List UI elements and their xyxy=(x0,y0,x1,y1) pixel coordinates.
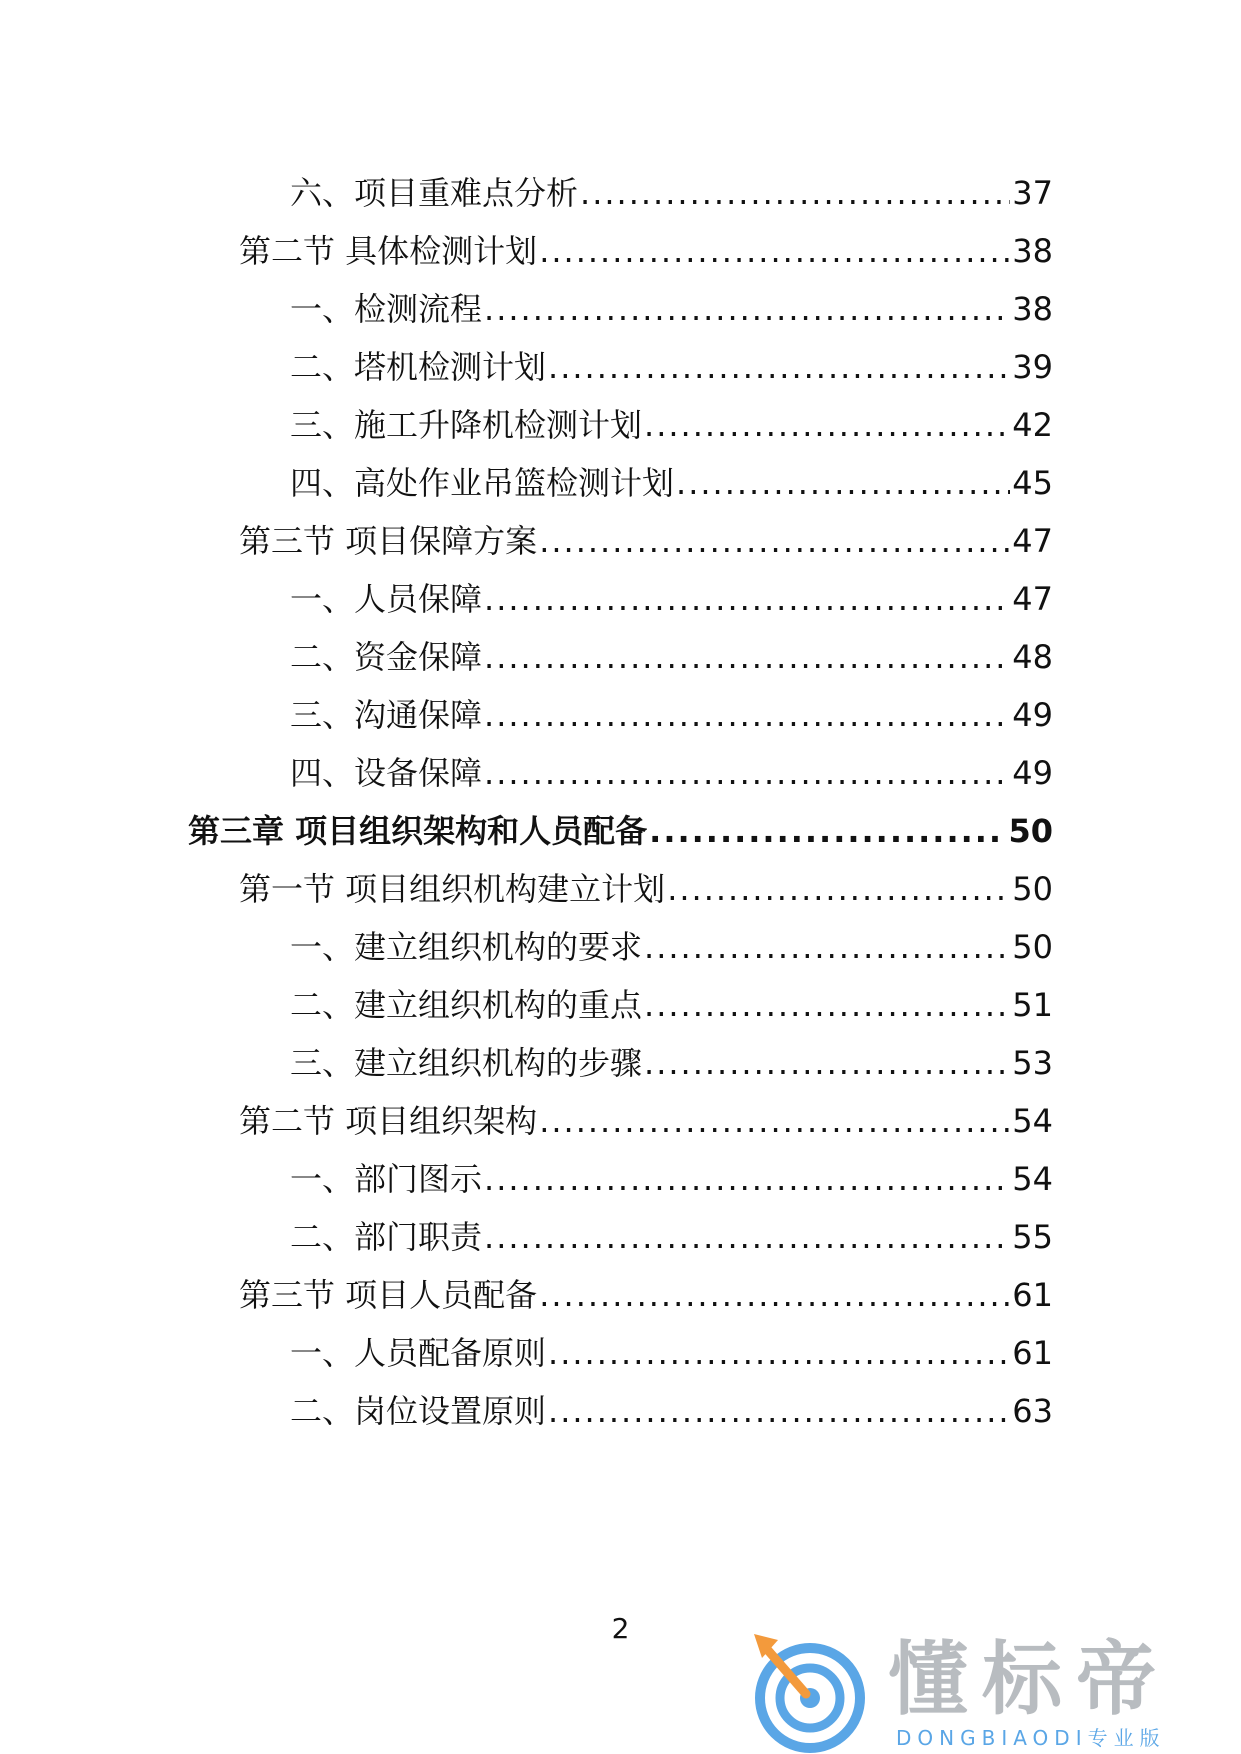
toc-entry-title: 第一节 项目组织机构建立计划 xyxy=(239,870,666,908)
toc-entry-title: 四、高处作业吊篮检测计划 xyxy=(290,464,675,502)
toc-leader-dots xyxy=(644,1043,1010,1083)
toc-entry[interactable] xyxy=(290,1033,1053,1083)
toc-entry[interactable] xyxy=(239,859,1053,909)
toc-leader-dots xyxy=(484,753,1010,793)
toc-entry[interactable] xyxy=(239,511,1053,561)
watermark xyxy=(748,1632,1218,1754)
toc-entry-page: 42 xyxy=(1012,406,1053,444)
toc-leader-dots xyxy=(484,637,1010,677)
toc-entry-page: 54 xyxy=(1012,1160,1053,1198)
toc-entry[interactable] xyxy=(290,1149,1053,1199)
toc-entry-page: 37 xyxy=(1012,174,1053,212)
toc-entry[interactable] xyxy=(290,569,1053,619)
toc-entry-title: 二、岗位设置原则 xyxy=(290,1392,547,1430)
toc-leader-dots xyxy=(548,347,1010,387)
toc-leader-dots xyxy=(548,1391,1010,1431)
toc-entry-title: 第三节 项目保障方案 xyxy=(239,522,538,560)
toc-leader-dots xyxy=(484,1159,1010,1199)
toc-entry-title: 六、项目重难点分析 xyxy=(290,174,579,212)
watermark-brand: 懂标帝 xyxy=(888,1633,1170,1726)
toc-entry-page: 38 xyxy=(1012,290,1053,328)
toc-entry-title: 三、沟通保障 xyxy=(290,696,483,734)
page-number: 2 xyxy=(611,1612,630,1645)
toc-entry[interactable] xyxy=(290,337,1053,387)
toc-entry-page: 54 xyxy=(1012,1102,1053,1140)
watermark-subtitle: DONGBIAODI专业版 xyxy=(896,1726,1166,1750)
toc-entry[interactable] xyxy=(290,1323,1053,1373)
toc-entry[interactable] xyxy=(290,163,1053,213)
toc-entry-title: 三、建立组织机构的步骤 xyxy=(290,1044,643,1082)
toc-leader-dots xyxy=(539,521,1010,561)
toc-entry-title: 一、建立组织机构的要求 xyxy=(290,928,643,966)
toc-leader-dots xyxy=(539,231,1010,271)
toc-entry[interactable] xyxy=(290,685,1053,735)
toc-entry-page: 50 xyxy=(1012,928,1053,966)
toc-entry[interactable] xyxy=(290,743,1053,793)
toc-entry-page: 38 xyxy=(1012,232,1053,270)
toc-leader-dots xyxy=(548,1333,1010,1373)
toc-entry-page: 63 xyxy=(1012,1392,1053,1430)
toc-leader-dots xyxy=(580,173,1010,213)
toc-entry-title: 第二节 项目组织架构 xyxy=(239,1102,538,1140)
toc-leader-dots xyxy=(644,405,1010,445)
toc-entry[interactable] xyxy=(290,1207,1053,1257)
toc-leader-dots xyxy=(539,1101,1010,1141)
toc-leader-dots xyxy=(644,985,1010,1025)
toc-entry-title: 第二节 具体检测计划 xyxy=(239,232,538,270)
toc-entry[interactable] xyxy=(290,279,1053,329)
toc-entry-title: 一、人员保障 xyxy=(290,580,483,618)
toc-entry[interactable] xyxy=(290,627,1053,677)
toc-entry-title: 一、部门图示 xyxy=(290,1160,483,1198)
toc-leader-dots xyxy=(644,927,1010,967)
toc-entry[interactable] xyxy=(290,917,1053,967)
toc-entry-title: 四、设备保障 xyxy=(290,754,483,792)
toc-entry-page: 61 xyxy=(1012,1334,1053,1372)
toc-entry-title: 二、部门职责 xyxy=(290,1218,483,1256)
toc-entry-chapter[interactable] xyxy=(188,801,1053,851)
toc-leader-dots xyxy=(676,463,1010,503)
toc-entry-page: 49 xyxy=(1012,696,1053,734)
toc-entry-page: 39 xyxy=(1012,348,1053,386)
toc-entry-page: 47 xyxy=(1012,522,1053,560)
toc-entry-title: 二、资金保障 xyxy=(290,638,483,676)
toc-entry-title: 二、建立组织机构的重点 xyxy=(290,986,643,1024)
toc-leader-dots xyxy=(484,695,1010,735)
toc-leader-dots xyxy=(484,579,1010,619)
toc-entry-title: 第三节 项目人员配备 xyxy=(239,1276,538,1314)
toc-entry-page: 48 xyxy=(1012,638,1053,676)
toc-entry-page: 55 xyxy=(1012,1218,1053,1256)
toc-leader-dots xyxy=(484,289,1010,329)
toc-entry[interactable] xyxy=(290,1381,1053,1431)
toc-entry[interactable] xyxy=(290,975,1053,1025)
toc-entry-page: 50 xyxy=(1008,812,1053,850)
toc-entry-page: 47 xyxy=(1012,580,1053,618)
toc-entry[interactable] xyxy=(239,1091,1053,1141)
toc-entry[interactable] xyxy=(239,221,1053,271)
toc-entry-page: 45 xyxy=(1012,464,1053,502)
toc-entry-title: 二、塔机检测计划 xyxy=(290,348,547,386)
toc-entry-title: 一、检测流程 xyxy=(290,290,483,328)
toc-leader-dots xyxy=(539,1275,1010,1315)
target-arrow-icon xyxy=(748,1632,868,1754)
toc-entry[interactable] xyxy=(290,395,1053,445)
toc-leader-dots xyxy=(667,869,1010,909)
toc-entry-page: 51 xyxy=(1012,986,1053,1024)
toc-entry-page: 50 xyxy=(1012,870,1053,908)
toc-entry[interactable] xyxy=(239,1265,1053,1315)
toc-leader-dots xyxy=(484,1217,1010,1257)
toc-leader-dots xyxy=(649,811,1006,851)
toc-entry-page: 61 xyxy=(1012,1276,1053,1314)
toc-entry-title: 三、施工升降机检测计划 xyxy=(290,406,643,444)
toc-entry-title: 一、人员配备原则 xyxy=(290,1334,547,1372)
toc-entry-title: 第三章 项目组织架构和人员配备 xyxy=(188,812,648,850)
toc-entry-page: 53 xyxy=(1012,1044,1053,1082)
toc-entry-page: 49 xyxy=(1012,754,1053,792)
toc-entry[interactable] xyxy=(290,453,1053,503)
